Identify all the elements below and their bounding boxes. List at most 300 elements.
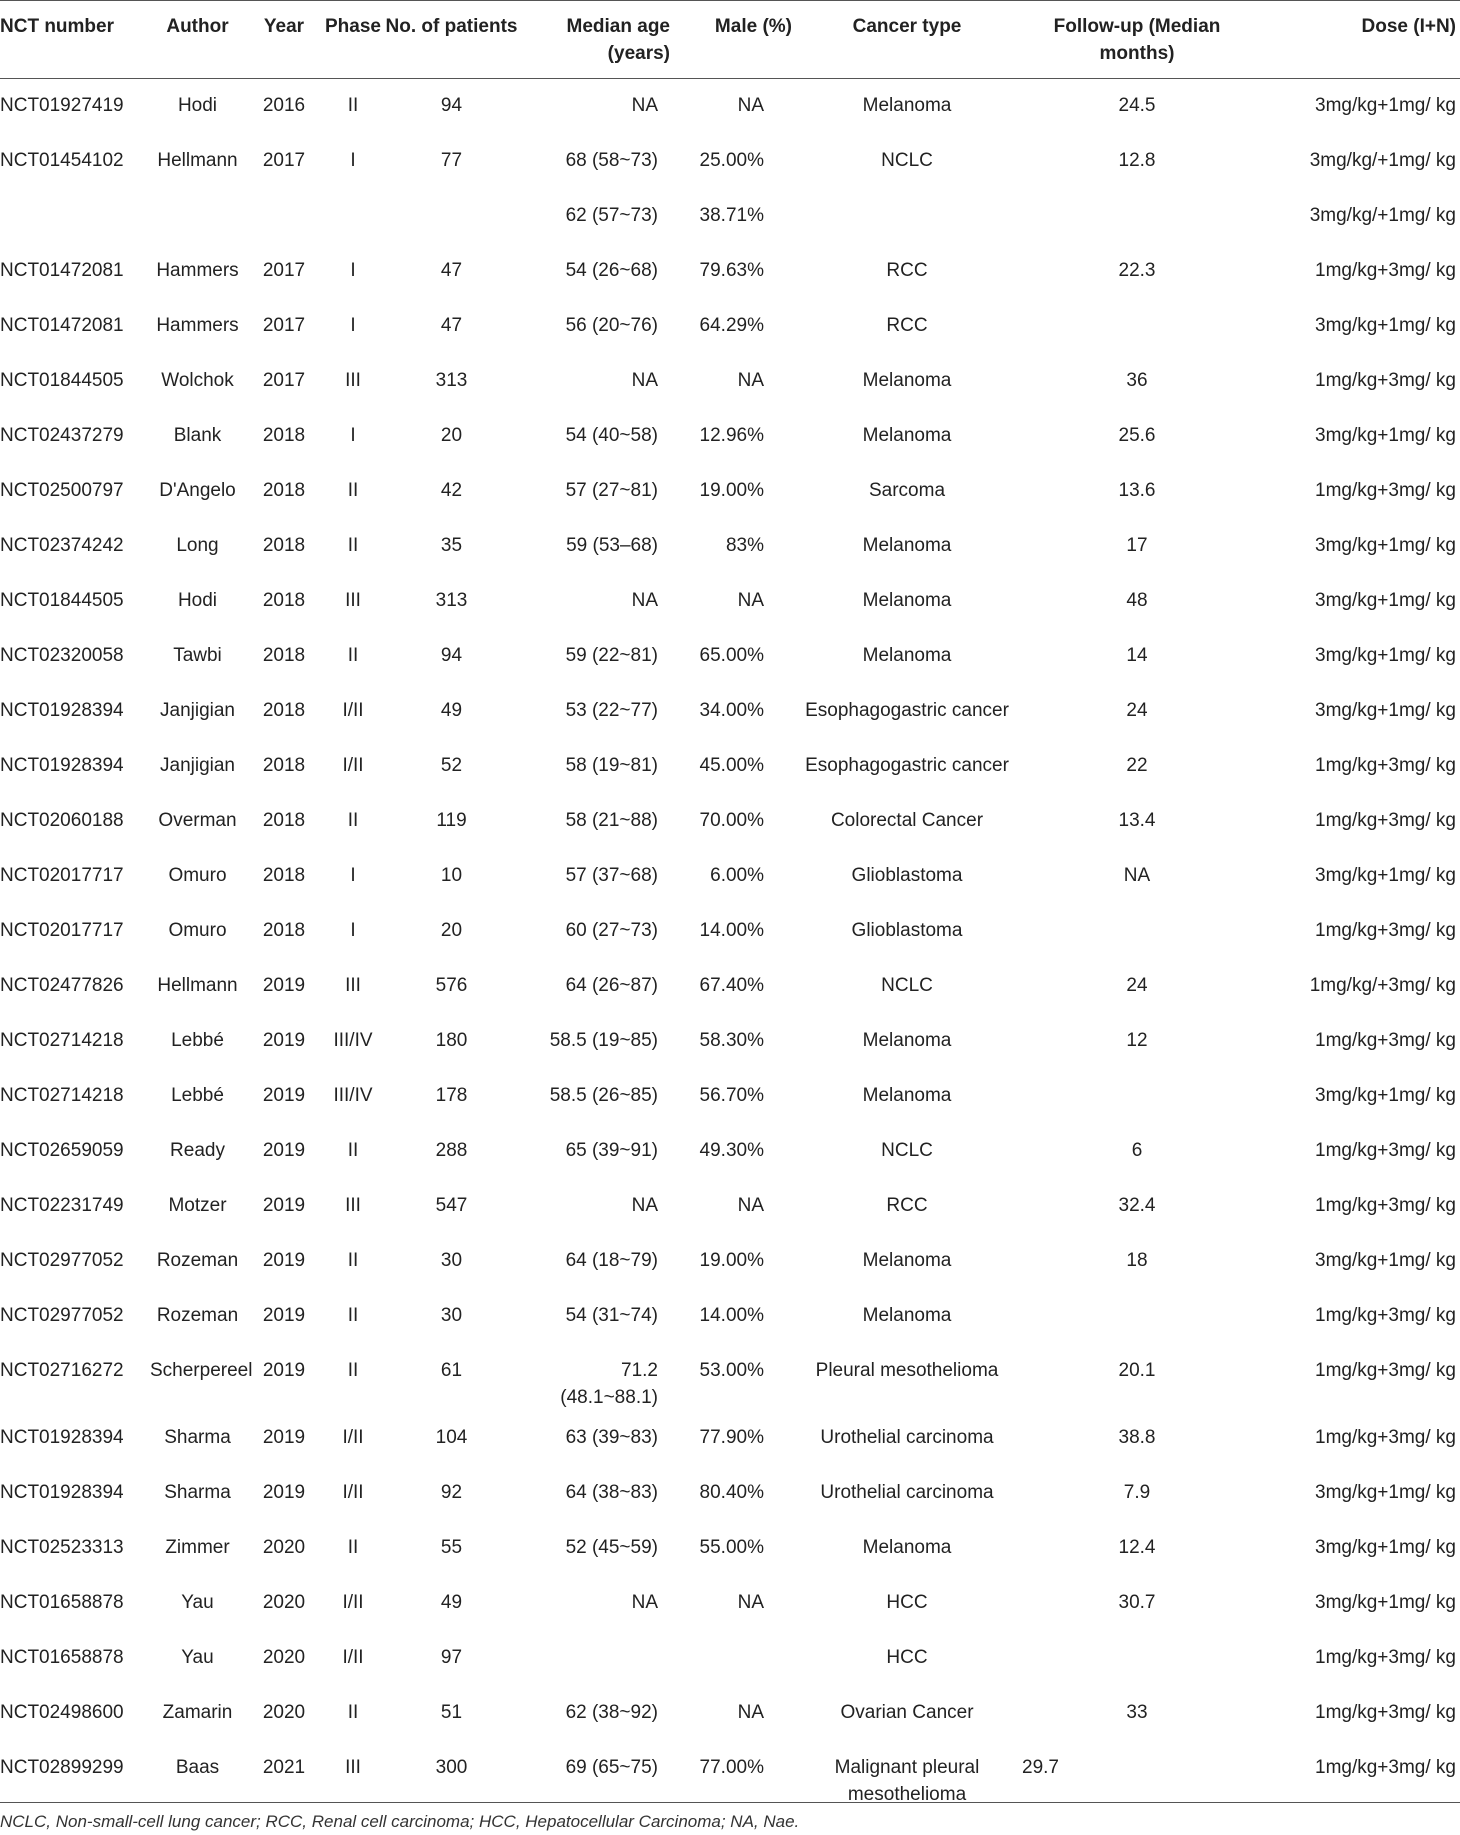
cell-followup: 13.4 [1118, 809, 1156, 831]
cell-year: 2019 [262, 1029, 306, 1051]
cell-patients: 52 [440, 754, 463, 776]
cell-dose: 3mg/kg+1mg/ kg [1315, 644, 1456, 666]
cell-age: 69 (65~75) [565, 1756, 658, 1778]
cell-phase: I [350, 864, 356, 886]
cell-cancer: Urothelial carcinoma [820, 1481, 994, 1503]
cell-author [150, 189, 245, 244]
table-row [0, 1466, 1460, 1521]
cell-male: 80.40% [699, 1481, 764, 1503]
cell-dose: 3mg/kg+1mg/ kg [1315, 1249, 1456, 1271]
cell-phase: I/II [342, 754, 364, 776]
cell-dose: 1mg/kg+3mg/ kg [1315, 479, 1456, 501]
cell-patients: 30 [440, 1304, 463, 1326]
cell-age: 64 (26~87) [565, 974, 658, 996]
cell-year: 2019 [262, 1304, 306, 1326]
cell-phase: III/IV [333, 1029, 373, 1051]
cell-age: 52 (45~59) [565, 1536, 658, 1558]
table-row [0, 1344, 1460, 1411]
cell-year: 2018 [262, 809, 306, 831]
cell-nct [0, 189, 150, 244]
cell-phase: II [347, 1701, 359, 1723]
header-nct: NCT number [0, 1, 150, 79]
cell-phase: II [347, 1304, 359, 1326]
cell-nct: NCT02716272 [0, 1359, 124, 1381]
cell-followup: 38.8 [1118, 1426, 1156, 1448]
cell-followup: 33 [1126, 1701, 1148, 1723]
cell-phase: III [345, 974, 361, 996]
table-row [0, 1686, 1460, 1741]
cell-year: 2017 [262, 149, 306, 171]
cell-male: NA [737, 1701, 764, 1723]
cell-nct: NCT01472081 [0, 259, 124, 281]
cell-male: 56.70% [699, 1084, 764, 1106]
cell-year: 2019 [262, 1481, 306, 1503]
cell-nct: NCT02017717 [0, 864, 124, 886]
cell-phase: I/II [342, 1481, 364, 1503]
cell-author: Hellmann [157, 974, 238, 996]
table-row [0, 629, 1460, 684]
table-row [0, 79, 1460, 134]
cell-dose: 1mg/kg+3mg/ kg [1315, 1756, 1456, 1778]
table-row [0, 849, 1460, 904]
cell-author: Hodi [177, 95, 218, 116]
cell-dose: 1mg/kg+3mg/ kg [1315, 1029, 1456, 1051]
cell-author: Zamarin [162, 1701, 233, 1723]
cell-followup: 48 [1126, 589, 1148, 611]
cell-dose: 1mg/kg+3mg/ kg [1315, 919, 1456, 941]
cell-cancer: Melanoma [862, 1084, 952, 1106]
cell-author: Baas [175, 1756, 220, 1778]
cell-age: NA [631, 369, 658, 391]
cell-age: 64 (38~83) [565, 1481, 658, 1503]
cell-followup: 24 [1126, 699, 1148, 721]
cell-followup [1022, 299, 1252, 354]
cell-author: Hammers [156, 259, 239, 281]
cell-nct: NCT02231749 [0, 1194, 124, 1216]
cell-cancer: Malignant pleural mesothelioma [834, 1756, 980, 1805]
cell-year: 2017 [262, 259, 306, 281]
cell-nct: NCT01928394 [0, 754, 124, 776]
cell-cancer: Melanoma [862, 424, 952, 446]
cell-patients: 313 [435, 369, 468, 391]
cell-nct: NCT02060188 [0, 809, 124, 831]
cell-year: 2021 [262, 1756, 306, 1778]
cell-male: 79.63% [699, 259, 764, 281]
cell-age: 54 (40~58) [565, 424, 658, 446]
cell-cancer: Melanoma [862, 1249, 952, 1271]
table-row [0, 574, 1460, 629]
cell-followup: 12.4 [1118, 1536, 1156, 1558]
cell-phase: I/II [342, 699, 364, 721]
cell-age: 58.5 (19~85) [549, 1029, 658, 1051]
cell-male: NA [737, 95, 764, 116]
cell-phase: III/IV [333, 1084, 373, 1106]
cell-year: 2019 [262, 1249, 306, 1271]
cell-phase: III [345, 1194, 361, 1216]
cell-male [670, 1631, 792, 1686]
table-row [0, 794, 1460, 849]
table-row [0, 1631, 1460, 1686]
table-row [0, 1014, 1460, 1069]
cell-followup: 12.8 [1118, 149, 1156, 171]
cell-patients: 300 [435, 1756, 468, 1778]
cell-nct: NCT02320058 [0, 644, 124, 666]
cell-year: 2018 [262, 644, 306, 666]
table-row [0, 1069, 1460, 1124]
cell-year: 2018 [262, 589, 306, 611]
cell-nct: NCT01928394 [0, 699, 124, 721]
cell-dose: 3mg/kg+1mg/ kg [1315, 589, 1456, 611]
cell-cancer: Esophagogastric cancer [805, 754, 1009, 776]
cell-dose: 1mg/kg+3mg/ kg [1315, 1139, 1456, 1161]
cell-cancer: Esophagogastric cancer [805, 699, 1009, 721]
cell-followup: 22.3 [1118, 259, 1156, 281]
cell-male: 14.00% [699, 919, 764, 941]
cell-author: Hammers [156, 314, 239, 336]
cell-age: 65 (39~91) [565, 1139, 658, 1161]
cell-author: Hodi [177, 589, 218, 611]
cell-patients: 20 [440, 424, 463, 446]
cell-followup: 6 [1131, 1139, 1143, 1161]
cell-year: 2018 [262, 919, 306, 941]
cell-cancer: Ovarian Cancer [840, 1701, 974, 1723]
header-author: Author [150, 1, 245, 79]
cell-dose: 1mg/kg+3mg/ kg [1315, 809, 1456, 831]
cell-male: 19.00% [699, 1249, 764, 1271]
cell-nct: NCT02977052 [0, 1249, 124, 1271]
cell-male: 55.00% [699, 1536, 764, 1558]
cell-age: 64 (18~79) [565, 1249, 658, 1271]
table-row [0, 959, 1460, 1014]
cell-nct: NCT02523313 [0, 1536, 124, 1558]
cell-nct: NCT01928394 [0, 1481, 124, 1503]
cell-patients: 47 [440, 314, 463, 336]
cell-male: 38.71% [699, 204, 764, 226]
cell-phase: I/II [342, 1591, 364, 1613]
cell-cancer: NCLC [881, 974, 933, 996]
cell-patients: 97 [440, 1646, 463, 1668]
cell-author: Lebbé [171, 1084, 224, 1106]
table-row [0, 739, 1460, 794]
cell-phase: II [347, 644, 359, 666]
cell-year: 2020 [262, 1591, 306, 1613]
cell-age: 54 (31~74) [565, 1304, 658, 1326]
cell-dose: 3mg/kg+1mg/ kg [1315, 699, 1456, 721]
cell-nct: NCT01472081 [0, 314, 124, 336]
cell-patients: 20 [440, 919, 463, 941]
cell-followup [1022, 1289, 1252, 1344]
cell-patients: 94 [440, 644, 463, 666]
cell-male: 34.00% [699, 699, 764, 721]
cell-year: 2017 [262, 369, 306, 391]
cell-nct: NCT02437279 [0, 424, 124, 446]
cell-male: 83% [725, 534, 764, 556]
cell-age: 58 (21~88) [565, 809, 658, 831]
cell-dose: 1mg/kg+3mg/ kg [1315, 1359, 1456, 1381]
cell-patients: 313 [435, 589, 468, 611]
cell-year: 2018 [262, 424, 306, 446]
cell-author: Omuro [168, 864, 227, 886]
cell-patients: 49 [440, 1591, 463, 1613]
cell-phase: II [347, 1249, 359, 1271]
cell-year: 2019 [262, 1194, 306, 1216]
cell-nct: NCT01658878 [0, 1591, 124, 1613]
cell-nct: NCT02899299 [0, 1756, 124, 1778]
cell-followup: 32.4 [1118, 1194, 1156, 1216]
cell-phase: I [350, 149, 356, 171]
cell-author: Yau [181, 1646, 214, 1668]
cell-patients: 119 [436, 809, 467, 831]
cell-author: D'Angelo [159, 479, 236, 501]
cell-followup: 12 [1126, 1029, 1148, 1051]
cell-author: Scherpereel [150, 1359, 253, 1381]
cell-cancer: Glioblastoma [851, 919, 963, 941]
table-body [0, 79, 1460, 1808]
cell-phase: II [347, 1359, 359, 1381]
cell-dose: 1mg/kg+3mg/ kg [1315, 754, 1456, 776]
cell-author: Sharma [164, 1481, 231, 1503]
cell-followup: 22 [1126, 754, 1148, 776]
cell-phase: II [347, 534, 359, 556]
cell-dose: 3mg/kg+1mg/ kg [1315, 1591, 1456, 1613]
cell-nct: NCT02374242 [0, 534, 124, 556]
table-row [0, 354, 1460, 409]
cell-male: 53.00% [699, 1359, 764, 1381]
cell-male: 77.00% [699, 1756, 764, 1778]
cell-male: 67.40% [699, 974, 764, 996]
cell-phase: III [345, 589, 361, 611]
cell-cancer: HCC [886, 1646, 928, 1668]
cell-phase: II [347, 809, 359, 831]
header-male: Male (%) [670, 1, 792, 79]
cell-age: 57 (27~81) [565, 479, 658, 501]
cell-age: 54 (26~68) [565, 259, 658, 281]
cell-author: Lebbé [171, 1029, 224, 1051]
cell-cancer: Melanoma [862, 644, 952, 666]
cell-male: 64.29% [699, 314, 764, 336]
cell-age: 62 (38~92) [565, 1701, 658, 1723]
cell-cancer: Glioblastoma [851, 864, 963, 886]
cell-male: NA [737, 1591, 764, 1613]
table-row [0, 1179, 1460, 1234]
table-row [0, 244, 1460, 299]
cell-male: 6.00% [710, 864, 764, 886]
table-row [0, 1741, 1460, 1808]
cell-author: Rozeman [156, 1249, 239, 1271]
table-row [0, 134, 1460, 189]
cell-year: 2017 [262, 314, 306, 336]
cell-patients: 288 [435, 1139, 468, 1161]
table-row [0, 1521, 1460, 1576]
cell-author: Omuro [168, 919, 227, 941]
cell-author: Blank [173, 424, 222, 446]
cell-phase [323, 189, 383, 244]
cell-phase: III [345, 1756, 361, 1778]
cell-followup: 24.5 [1118, 95, 1156, 116]
cell-age: 59 (22~81) [565, 644, 658, 666]
cell-nct: NCT02977052 [0, 1304, 124, 1326]
cell-nct: NCT02017717 [0, 919, 124, 941]
cell-cancer: Urothelial carcinoma [820, 1426, 994, 1448]
cell-male: 65.00% [699, 644, 764, 666]
cell-author: Sharma [164, 1426, 231, 1448]
cell-author: Janjigian [160, 754, 235, 776]
cell-cancer: Melanoma [862, 1536, 952, 1558]
cell-age: 60 (27~73) [565, 919, 658, 941]
cell-patients: 42 [440, 479, 463, 501]
cell-followup: 30.7 [1118, 1591, 1156, 1613]
cell-dose: 1mg/kg+3mg/ kg [1315, 369, 1456, 391]
cell-year: 2018 [262, 534, 306, 556]
cell-male: 12.96% [699, 424, 764, 446]
cell-year: 2018 [262, 864, 306, 886]
table-row [0, 684, 1460, 739]
cell-nct: NCT01658878 [0, 1646, 124, 1668]
cell-cancer: RCC [886, 1194, 928, 1216]
cell-age: NA [631, 95, 658, 116]
cell-author: Yau [181, 1591, 214, 1613]
cell-male: NA [737, 369, 764, 391]
cell-age: 71.2 (48.1~88.1) [560, 1359, 658, 1408]
header-followup: Follow-up (Median months) [1022, 1, 1252, 79]
cell-dose: 1mg/kg+3mg/ kg [1315, 259, 1456, 281]
cell-cancer: Melanoma [862, 1029, 952, 1051]
cell-patients: 77 [440, 149, 463, 171]
cell-followup: NA [1123, 864, 1151, 886]
cell-cancer: Melanoma [862, 534, 952, 556]
cell-age: 53 (22~77) [565, 699, 658, 721]
table-row [0, 409, 1460, 464]
cell-followup: 7.9 [1123, 1481, 1151, 1503]
cell-phase: III [345, 369, 361, 391]
cell-age: NA [631, 1591, 658, 1613]
cell-patients: 547 [435, 1194, 468, 1216]
table-row [0, 189, 1460, 244]
cell-dose: 1mg/kg+3mg/ kg [1315, 1426, 1456, 1448]
cell-cancer: Pleural mesothelioma [815, 1359, 999, 1381]
cell-male: NA [737, 1194, 764, 1216]
cell-author: Rozeman [156, 1304, 239, 1326]
cell-nct: NCT02477826 [0, 974, 124, 996]
header-row [0, 1, 1460, 79]
cell-year [245, 189, 323, 244]
header-year: Year [245, 1, 323, 79]
cell-followup [1022, 1631, 1252, 1686]
cell-dose: 1mg/kg/+3mg/ kg [1309, 974, 1456, 996]
cell-male: 70.00% [699, 809, 764, 831]
cell-followup [1022, 904, 1252, 959]
cell-dose: 3mg/kg+1mg/ kg [1315, 1536, 1456, 1558]
cell-patients: 35 [440, 534, 463, 556]
cell-phase: I [350, 424, 356, 446]
table-row [0, 299, 1460, 354]
cell-nct: NCT02498600 [0, 1701, 124, 1723]
cell-phase: II [347, 1536, 359, 1558]
cell-male: NA [737, 589, 764, 611]
cell-patients: 576 [435, 974, 468, 996]
cell-author: Janjigian [160, 699, 235, 721]
table-row [0, 519, 1460, 574]
cell-year: 2018 [262, 754, 306, 776]
cell-followup: 29.7 [1022, 1756, 1059, 1778]
cell-nct: NCT01844505 [0, 369, 124, 391]
cell-dose: 1mg/kg+3mg/ kg [1315, 1646, 1456, 1668]
cell-patients: 51 [440, 1701, 463, 1723]
cell-cancer: RCC [886, 259, 928, 281]
cell-phase: II [347, 1139, 359, 1161]
cell-cancer: Colorectal Cancer [830, 809, 984, 831]
cell-patients: 49 [440, 699, 463, 721]
cell-phase: I [350, 919, 356, 941]
cell-followup: 13.6 [1118, 479, 1156, 501]
header-age: Median age (years) [520, 1, 670, 79]
cell-age: 59 (53–68) [566, 534, 658, 556]
table-row [0, 1124, 1460, 1179]
cell-dose: 3mg/kg+1mg/ kg [1315, 1481, 1456, 1503]
cell-followup: 18 [1126, 1249, 1148, 1271]
cell-dose: 3mg/kg+1mg/ kg [1315, 424, 1456, 446]
table-row [0, 904, 1460, 959]
cell-followup [1022, 189, 1252, 244]
cell-patients: 30 [440, 1249, 463, 1271]
cell-cancer: Melanoma [862, 1304, 952, 1326]
cell-patients: 180 [435, 1029, 468, 1051]
cell-age: 56 (20~76) [565, 314, 658, 336]
cell-phase: II [347, 95, 359, 116]
header-cancer: Cancer type [792, 1, 1022, 79]
cell-year: 2018 [262, 699, 306, 721]
cell-dose: 3mg/kg/+1mg/ kg [1309, 149, 1456, 171]
cell-followup: 24 [1126, 974, 1148, 996]
cell-followup: 17 [1126, 534, 1148, 556]
cell-year: 2019 [262, 1359, 306, 1381]
cell-year: 2020 [262, 1646, 306, 1668]
cell-dose: 3mg/kg+1mg/ kg [1315, 95, 1456, 116]
cell-nct: NCT01454102 [0, 149, 124, 171]
cell-year: 2016 [262, 95, 306, 116]
cell-phase: II [347, 479, 359, 501]
cell-patients: 104 [435, 1426, 468, 1448]
cell-patients [383, 189, 520, 244]
cell-author: Ready [170, 1139, 225, 1161]
cell-patients: 92 [440, 1481, 463, 1503]
cell-age: 68 (58~73) [565, 149, 658, 171]
cell-phase: I/II [342, 1426, 364, 1448]
cell-year: 2019 [262, 1426, 306, 1448]
cell-nct: NCT02500797 [0, 479, 124, 501]
table-row [0, 464, 1460, 519]
cell-male: 45.00% [699, 754, 764, 776]
cell-male: 49.30% [699, 1139, 764, 1161]
cell-age: 58.5 (26~85) [549, 1084, 658, 1106]
table-row [0, 1411, 1460, 1466]
cell-nct: NCT02714218 [0, 1084, 124, 1106]
cell-year: 2020 [262, 1536, 306, 1558]
cell-cancer: Melanoma [862, 95, 952, 116]
cell-author: Overman [158, 809, 237, 831]
cell-author: Zimmer [165, 1536, 230, 1558]
cell-male: 77.90% [699, 1426, 764, 1448]
cell-patients: 55 [440, 1536, 463, 1558]
cell-dose: 3mg/kg/+1mg/ kg [1309, 204, 1456, 226]
cell-year: 2019 [262, 974, 306, 996]
cell-followup: 14 [1126, 644, 1148, 666]
cell-nct: NCT02714218 [0, 1029, 124, 1051]
cell-year: 2018 [262, 479, 306, 501]
cell-age [520, 1631, 670, 1686]
cell-author: Long [176, 534, 219, 556]
cell-nct: NCT01927419 [0, 95, 124, 116]
